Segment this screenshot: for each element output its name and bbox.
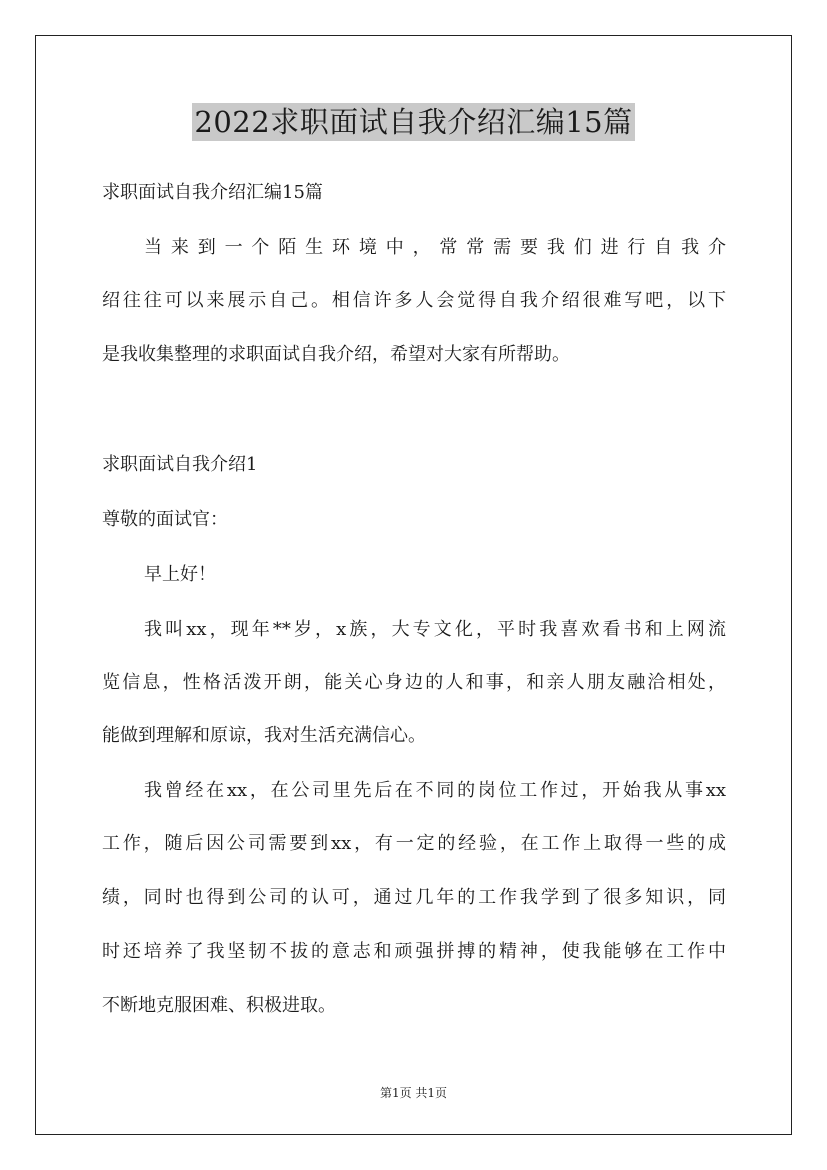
salutation: 尊敬的面试官：: [102, 509, 228, 530]
paragraph2-line-2: 工作，随后因公司需要到xx，有一定的经验，在工作上取得一些的成: [102, 833, 726, 854]
title-container: [0, 103, 827, 141]
intro-line-2: 绍往往可以来展示自己。相信许多人会觉得自我介绍很难写吧，以下: [102, 290, 726, 311]
paragraph1-line-3: 能做到理解和原谅，我对生活充满信心。: [102, 725, 426, 746]
page-footer: 第1页 共1页: [379, 1086, 448, 1100]
intro-line-3: 是我收集整理的求职面试自我介绍，希望对大家有所帮助。: [102, 344, 570, 365]
section-heading: 求职面试自我介绍1: [102, 454, 258, 475]
intro-line-1: 当来到一个陌生环境中，常常需要我们进行自我介: [144, 237, 726, 258]
document-subtitle: 求职面试自我介绍汇编15篇: [102, 182, 323, 203]
paragraph2-line-4: 时还培养了我坚韧不拔的意志和顽强拼搏的精神，使我能够在工作中: [102, 941, 726, 962]
paragraph2-line-1: 我曾经在xx，在公司里先后在不同的岗位工作过，开始我从事xx: [144, 780, 726, 801]
paragraph2-line-3: 绩，同时也得到公司的认可，通过几年的工作我学到了很多知识，同: [102, 887, 726, 908]
paragraph2-line-5: 不断地克服困难、积极进取。: [102, 995, 336, 1016]
paragraph1-line-2: 览信息，性格活泼开朗，能关心身边的人和事，和亲人朋友融洽相处，: [102, 672, 726, 693]
paragraph1-line-1: 我叫xx，现年**岁，x族，大专文化，平时我喜欢看书和上网流: [144, 619, 726, 640]
document-title: 2022求职面试自我介绍汇编15篇: [194, 105, 633, 139]
greeting: 早上好！: [144, 564, 216, 585]
